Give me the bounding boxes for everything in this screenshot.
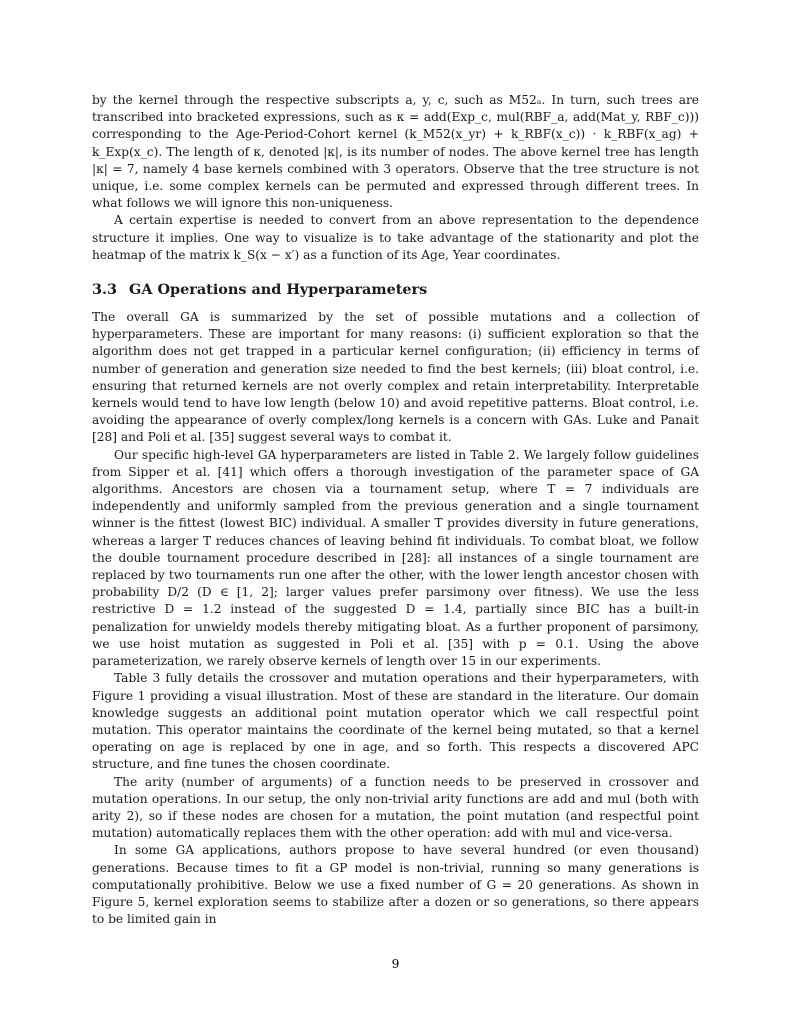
paragraph-hyperparameters: Our specific high-level GA hyperparameters are listed in Table 2. We largely follow guidelines from Sipper et al. [41] which offers a thorough investigation of the parameter space of GA algorithms. Ancestors are chosen via a tournament setup, where T = 7 individuals are independently and uniformly sampled from the previous generation and a single tournament winner is the fittest (lowest BIC) individual. A smaller T provides diversity in future generations, whereas a larger T reduces chances of leaving behind fit individuals. To combat bloat, we follow the double tournament procedure described in [28]: all instances of a single tournament are replaced by two tournaments run one after the other, with the lower length ancestor chosen with probability D/2 (D ∈ [1, 2]; larger values prefer parsimony over fitness). We use the less restrictive D = 1.2 instead of the suggested D = 1.4, partially since BIC has a built-in penalization for unwieldy models thereby mitigating bloat. As a further proponent of parsimony, we use hoist mutation as suggested in Poli et al. [35] with p = 0.1. Using the above parameterization, we rarely observe kernels of length over 15 in our experiments. [92, 447, 699, 669]
paragraph-visualization: A certain expertise is needed to convert from an above representation to the dependence structure it implies. One way to visualize is to take advantage of the stationarity and plot the heatmap of the matrix k_S(x − x′) as a function of its Age, Year coordinates. [92, 213, 699, 262]
paragraph-crossover-mutation: Table 3 fully details the crossover and mutation operations and their hyperparameters, with Figure 1 providing a visual illustration. Most of these are standard in the literature. Our domain knowledge suggests an additional point mutation operator which we call respectful point mutation. This operator maintains the coordinate of the kernel being mutated, so that a kernel operating on age is replaced by one in age, and so forth. This respects a discovered APC structure, and fine tunes the chosen coordinate. [92, 671, 699, 772]
paragraph-kernel-trees: by the kernel through the respective subscripts a, y, c, such as M52ₐ. In turn, such trees are transcribed into bracketed expressions, such as κ = add(Exp_c, mul(RBF_a, add(Mat_y, RBF_c))) corresponding to the Age-Period-Cohort kernel (k_M52(x_yr) + k_RBF(x_c)) · k_RBF(x_ag) + k_Exp(x_c). The length of κ, denoted |κ|, is its number of nodes. The above kernel tree has length |κ| = 7, namely 4 base kernels combined with 3 operators. Observe that the tree structure is not unique, i.e. some complex kernels can be permuted and expressed through different trees. In what follows we will ignore this non-uniqueness. [92, 93, 699, 211]
paragraph-generations: In some GA applications, authors propose to have several hundred (or even thousand) generations. Because times to fit a GP model is non-trivial, running so many generations is computationally prohibitive. Below we use a fixed number of G = 20 generations. As shown in Figure 5, kernel exploration seems to stabilize after a dozen or so generations, so there appears to be limited gain in [92, 843, 699, 927]
paragraph-arity: The arity (number of arguments) of a function needs to be preserved in crossover and mutation operations. In our setup, the only non-trivial arity functions are add and mul (both with arity 2), so if these nodes are chosen for a mutation, the point mutation (and respectful point mutation) automatically replaces them with the other operation: add with mul and vice-versa. [92, 774, 699, 841]
section-heading [92, 281, 699, 299]
page-number: 9 [391, 957, 400, 971]
paper-page [92, 92, 699, 928]
section-title: GA Operations and Hyperparameters [129, 281, 428, 299]
section-number: 3.3 [92, 281, 118, 299]
paragraph-ga-overview: The overall GA is summarized by the set of possible mutations and a collection of hyperparameters. These are important for many reasons: (i) sufficient exploration so that the algorithm does not get trapped in a particular kernel configuration; (ii) efficiency in terms of number of generation and generation size needed to find the best kernels; (iii) bloat control, i.e. ensuring that returned kernels are not overly complex and retain interpretability. Interpretable kernels would tend to have low length (below 10) and avoid repetitive patterns. Bloat control, i.e. avoiding the appearance of overly complex/long kernels is a concern with GAs. Luke and Panait [28] and Poli et al. [35] suggest several ways to combat it. [92, 310, 699, 445]
